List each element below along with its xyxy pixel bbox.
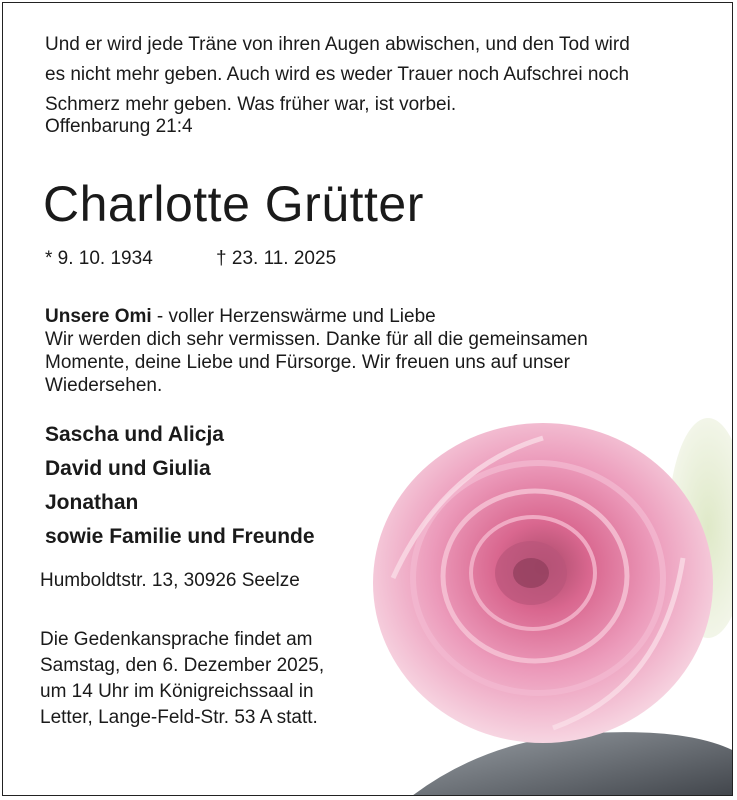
bible-quote [45, 30, 705, 120]
signer: David und Giulia [45, 457, 211, 480]
signers-list [45, 418, 315, 554]
deceased-name: Charlotte Grütter [43, 176, 424, 232]
signer: Sascha und Alicja [45, 423, 224, 446]
ceremony-line: Letter, Lange-Feld-Str. 53 A statt. [40, 707, 318, 728]
rose-image [363, 408, 733, 796]
message-lead-rest: - voller Herzenswärme und Liebe [151, 306, 436, 327]
message-lead-bold: Unsere Omi [45, 306, 152, 327]
ceremony-line: Samstag, den 6. Dezember 2025, [40, 655, 325, 676]
family-message [45, 305, 705, 397]
address: Humboldtstr. 13, 30926 Seelze [40, 570, 300, 591]
quote-line: Und er wird jede Träne von ihren Augen abwischen, und den Tod wird [45, 34, 630, 55]
message-line: Momente, deine Liebe und Fürsorge. Wir freuen uns auf unser [45, 352, 570, 373]
life-dates [45, 248, 336, 270]
signer: Jonathan [45, 491, 139, 514]
quote-reference: Offenbarung 21:4 [45, 116, 193, 137]
signer: sowie Familie und Freunde [45, 525, 315, 548]
message-line: Wir werden dich sehr vermissen. Danke für all die gemeinsamen [45, 329, 588, 350]
obituary-frame [2, 2, 733, 796]
message-line: Wiedersehen. [45, 375, 163, 396]
ceremony-line: um 14 Uhr im Königreichssaal in [40, 681, 314, 702]
quote-line: es nicht mehr geben. Auch wird es weder Trauer noch Aufschrei noch [45, 64, 630, 85]
death-date: † 23. 11. 2025 [216, 248, 337, 269]
ceremony-line: Die Gedenkansprache findet am [40, 629, 313, 650]
message-lead [45, 305, 705, 328]
birth-date: * 9. 10. 1934 [45, 248, 153, 269]
quote-line: Schmerz mehr geben. Was früher war, ist vorbei. [45, 94, 457, 115]
ceremony-notice [40, 627, 370, 731]
